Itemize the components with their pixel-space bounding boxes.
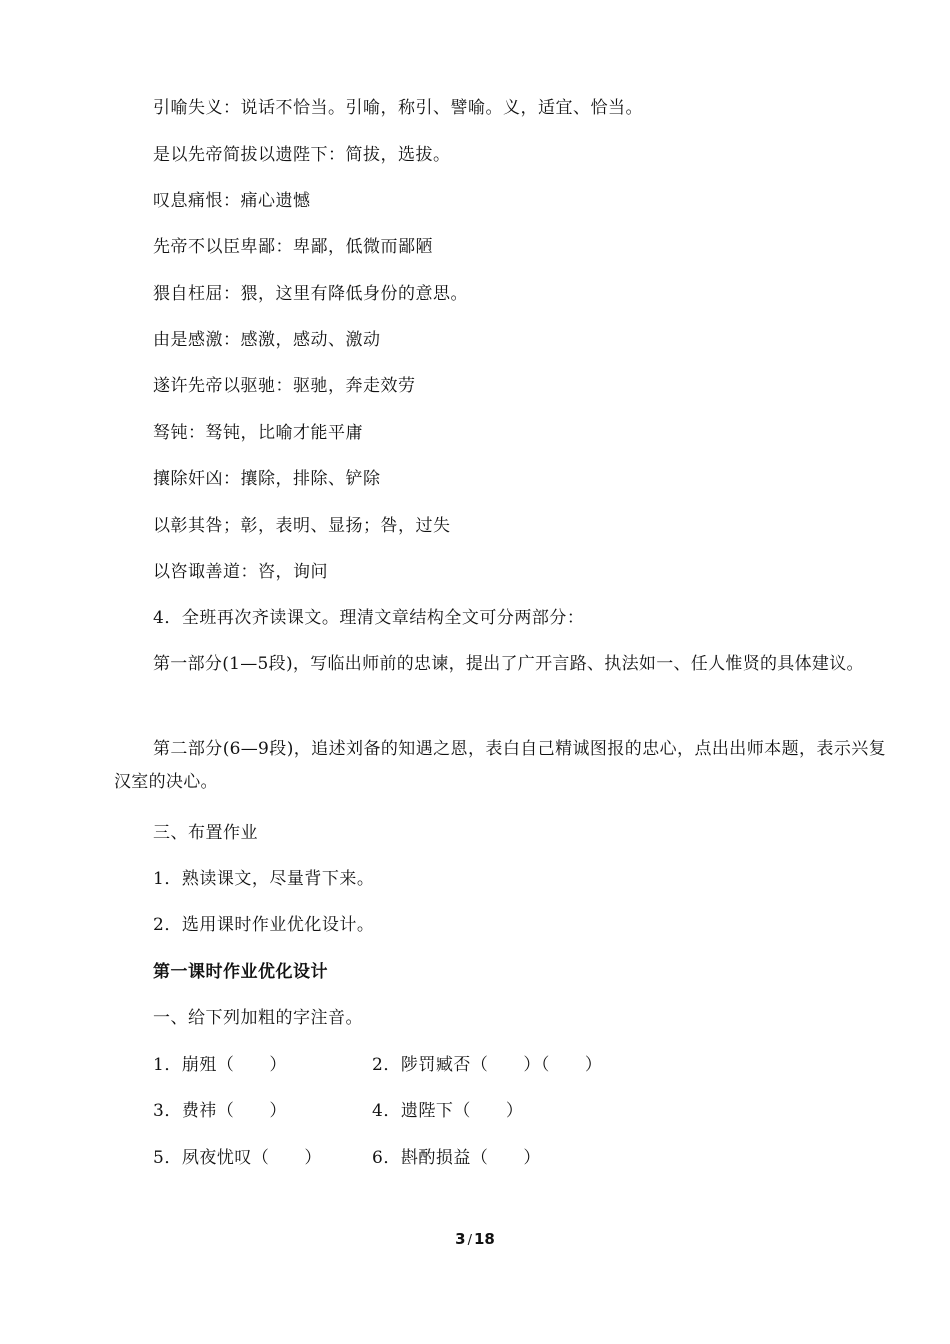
annotation-line: 驽钝：驽钝，比喻才能平庸 — [153, 423, 363, 443]
homework-item: 1．熟读课文，尽量背下来。 — [153, 869, 375, 889]
exercise-item: 2．陟罚臧否（ ）（ ） — [372, 1055, 603, 1075]
exercise-item: 1．崩殂（ ） — [153, 1055, 287, 1075]
annotation-line: 引喻失义：说话不恰当。引喻，称引、譬喻。义，适宜、恰当。 — [153, 98, 643, 118]
total-pages: 18 — [473, 1230, 495, 1248]
exercise-item: 6．斟酌损益（ ） — [372, 1148, 541, 1168]
page-separator: / — [467, 1233, 472, 1248]
annotation-line: 攘除奸凶：攘除，排除、铲除 — [153, 469, 381, 489]
annotation-line: 先帝不以臣卑鄙：卑鄙，低微而鄙陋 — [153, 237, 433, 257]
annotation-line: 叹息痛恨：痛心遗憾 — [153, 191, 311, 211]
exercise-item: 5．夙夜忧叹（ ） — [153, 1148, 322, 1168]
homework-item: 2．选用课时作业优化设计。 — [153, 915, 375, 935]
page-number — [0, 1230, 950, 1248]
homework-heading: 三、布置作业 — [153, 823, 258, 843]
exercise-item: 3．费祎（ ） — [153, 1101, 287, 1121]
exercise-item: 4．遗陛下（ ） — [372, 1101, 524, 1121]
annotation-line: 遂许先帝以驱驰：驱驰，奔走效劳 — [153, 376, 416, 396]
annotation-line: 以彰其咎；彰，表明、显扬；咎，过失 — [153, 516, 451, 536]
step-4-line: 4．全班再次齐读课文。理清文章结构全文可分两部分： — [153, 608, 585, 628]
structure-part-2: 第二部分(6—9段)，追述刘备的知遇之恩，表白自己精诚图报的忠心，点出出师本题，表示兴复汉室的决心。 — [114, 739, 886, 792]
structure-part-1: 第一部分(1—5段)，写临出师前的忠谏，提出了广开言路、执法如一、任人惟贤的具体建议。 — [153, 654, 864, 674]
annotation-line: 由是感激：感激，感动、激动 — [153, 330, 381, 350]
annotation-line: 是以先帝简拔以遗陛下：简拔，选拔。 — [153, 145, 451, 165]
annotation-line: 猥自枉屈：猥，这里有降低身份的意思。 — [153, 284, 468, 304]
exercise-title: 第一课时作业优化设计 — [153, 962, 328, 982]
current-page: 3 — [455, 1230, 466, 1248]
annotation-line: 以咨诹善道：咨，询问 — [153, 562, 328, 582]
exercise-question: 一、给下列加粗的字注音。 — [153, 1008, 363, 1028]
